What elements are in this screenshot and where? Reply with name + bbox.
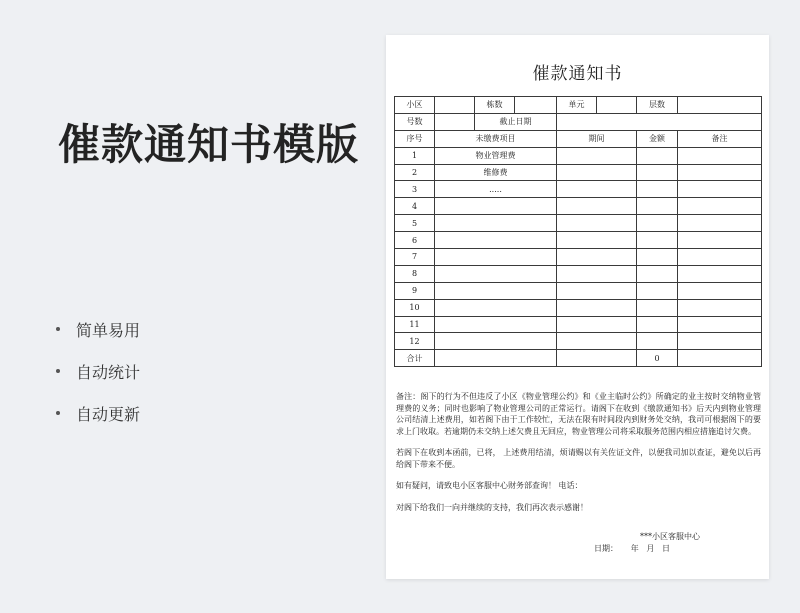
total-label: 合计 <box>395 350 435 367</box>
floor-value[interactable] <box>678 97 762 114</box>
row-amount[interactable] <box>637 232 678 249</box>
floor-label: 层数 <box>637 97 678 114</box>
row-amount[interactable] <box>637 299 678 316</box>
row-item[interactable]: ..... <box>435 181 557 198</box>
payment-table <box>394 96 762 367</box>
signature-org: ***小区客服中心 <box>640 532 700 541</box>
row-amount[interactable] <box>637 147 678 164</box>
deadline-label: 截止日期 <box>475 113 557 130</box>
row-item[interactable] <box>435 265 557 282</box>
header-row-location <box>395 97 762 114</box>
row-remark[interactable] <box>678 181 762 198</box>
row-number: 9 <box>395 282 435 299</box>
feature-label: 自动更新 <box>76 406 141 424</box>
row-remark[interactable] <box>678 232 762 249</box>
row-item[interactable]: 维修费 <box>435 164 557 181</box>
signature-date: 日期： 年 月 日 <box>594 544 670 553</box>
notes-section <box>396 391 761 513</box>
row-number: 2 <box>395 164 435 181</box>
row-amount[interactable] <box>637 265 678 282</box>
table-row <box>395 316 762 333</box>
unit-label: 单元 <box>557 97 597 114</box>
row-period[interactable] <box>557 215 637 232</box>
row-item[interactable] <box>435 198 557 215</box>
column-header-period: 期间 <box>557 130 637 147</box>
column-header-row <box>395 130 762 147</box>
row-item[interactable] <box>435 249 557 266</box>
feature-label: 简单易用 <box>76 322 141 340</box>
row-item[interactable] <box>435 316 557 333</box>
row-number: 7 <box>395 249 435 266</box>
table-row <box>395 249 762 266</box>
number-value[interactable] <box>435 113 475 130</box>
row-amount[interactable] <box>637 198 678 215</box>
row-period[interactable] <box>557 299 637 316</box>
row-amount[interactable] <box>637 333 678 350</box>
row-item[interactable]: 物业管理费 <box>435 147 557 164</box>
total-remark-cell <box>678 350 762 367</box>
row-remark[interactable] <box>678 215 762 232</box>
row-number: 6 <box>395 232 435 249</box>
community-value[interactable] <box>435 97 475 114</box>
total-period-cell <box>557 350 637 367</box>
row-item[interactable] <box>435 299 557 316</box>
number-label: 号数 <box>395 113 435 130</box>
total-item-cell <box>435 350 557 367</box>
row-item[interactable] <box>435 232 557 249</box>
row-period[interactable] <box>557 147 637 164</box>
document-title: 催款通知书 <box>532 64 623 84</box>
bullet-icon <box>56 411 60 415</box>
note-paragraph-main: 备注：阁下的行为不但违反了小区《物业管理公约》和《业主临时公约》所确定的业主按时交纳物业管理费的义务；同时也影响了物业管理公司的正常运行。请阁下在收到《缴款通知书》后天内到物业管理公司结清上述费用，如若阁下由于工作较忙，无法在限有时间段内到财务处交纳，我司可根据阁下的要求上门收取。若逾期仍未交纳上述欠费且无回应，物业管理公司将采取服务范围内相应措施追讨欠费。 <box>396 392 761 436</box>
community-label: 小区 <box>395 97 435 114</box>
row-number: 12 <box>395 333 435 350</box>
header-row-number <box>395 113 762 130</box>
row-amount[interactable] <box>637 181 678 198</box>
column-header-remark: 备注 <box>678 130 762 147</box>
row-remark[interactable] <box>678 249 762 266</box>
feature-list <box>56 308 140 434</box>
row-remark[interactable] <box>678 265 762 282</box>
row-number: 11 <box>395 316 435 333</box>
row-amount[interactable] <box>637 316 678 333</box>
total-row <box>395 350 762 367</box>
row-remark[interactable] <box>678 282 762 299</box>
row-number: 1 <box>395 147 435 164</box>
left-panel <box>0 0 380 613</box>
row-period[interactable] <box>557 282 637 299</box>
table-row <box>395 147 762 164</box>
row-number: 8 <box>395 265 435 282</box>
deadline-value[interactable] <box>557 113 762 130</box>
page-title: 催款通知书模版 <box>58 121 360 168</box>
row-remark[interactable] <box>678 299 762 316</box>
row-period[interactable] <box>557 249 637 266</box>
row-amount[interactable] <box>637 164 678 181</box>
row-remark[interactable] <box>678 164 762 181</box>
total-amount: 0 <box>637 350 678 367</box>
feature-item <box>56 350 140 392</box>
building-label: 栋数 <box>475 97 515 114</box>
feature-item <box>56 308 140 350</box>
table-row <box>395 265 762 282</box>
row-item[interactable] <box>435 333 557 350</box>
row-remark[interactable] <box>678 147 762 164</box>
row-period[interactable] <box>557 164 637 181</box>
row-period[interactable] <box>557 316 637 333</box>
row-period[interactable] <box>557 333 637 350</box>
unit-value[interactable] <box>597 97 637 114</box>
row-number: 3 <box>395 181 435 198</box>
row-number: 5 <box>395 215 435 232</box>
note-paragraph-contact: 如有疑问，请致电小区客服中心财务部查询！ 电话： <box>396 481 583 490</box>
row-period[interactable] <box>557 198 637 215</box>
feature-item <box>56 392 140 434</box>
building-value[interactable] <box>515 97 557 114</box>
table-row <box>395 181 762 198</box>
row-remark[interactable] <box>678 333 762 350</box>
row-remark[interactable] <box>678 316 762 333</box>
bullet-icon <box>56 327 60 331</box>
row-amount[interactable] <box>637 249 678 266</box>
table-row <box>395 215 762 232</box>
feature-label: 自动统计 <box>76 364 141 382</box>
row-item[interactable] <box>435 215 557 232</box>
row-period[interactable] <box>557 181 637 198</box>
row-number: 4 <box>395 198 435 215</box>
table-row <box>395 333 762 350</box>
row-amount[interactable] <box>637 215 678 232</box>
column-header-amount: 金额 <box>637 130 678 147</box>
row-amount[interactable] <box>637 282 678 299</box>
note-paragraph-settled: 若阁下在收到本函前，已将， 上述费用结清，烦请赐以有关佐证文件，以便我司加以查证，避免以后再给阁下带来不便。 <box>396 448 761 469</box>
row-item[interactable] <box>435 282 557 299</box>
row-remark[interactable] <box>678 198 762 215</box>
row-period[interactable] <box>557 232 637 249</box>
row-number: 10 <box>395 299 435 316</box>
column-header-item: 未缴费项目 <box>435 130 557 147</box>
table-row <box>395 232 762 249</box>
document-page <box>386 35 769 579</box>
table-row <box>395 164 762 181</box>
row-period[interactable] <box>557 265 637 282</box>
table-row <box>395 198 762 215</box>
bullet-icon <box>56 369 60 373</box>
column-header-no: 序号 <box>395 130 435 147</box>
table-row <box>395 299 762 316</box>
note-paragraph-thanks: 对阁下给我们一向并继续的支持，我们再次表示感谢！ <box>396 502 588 512</box>
table-row <box>395 282 762 299</box>
